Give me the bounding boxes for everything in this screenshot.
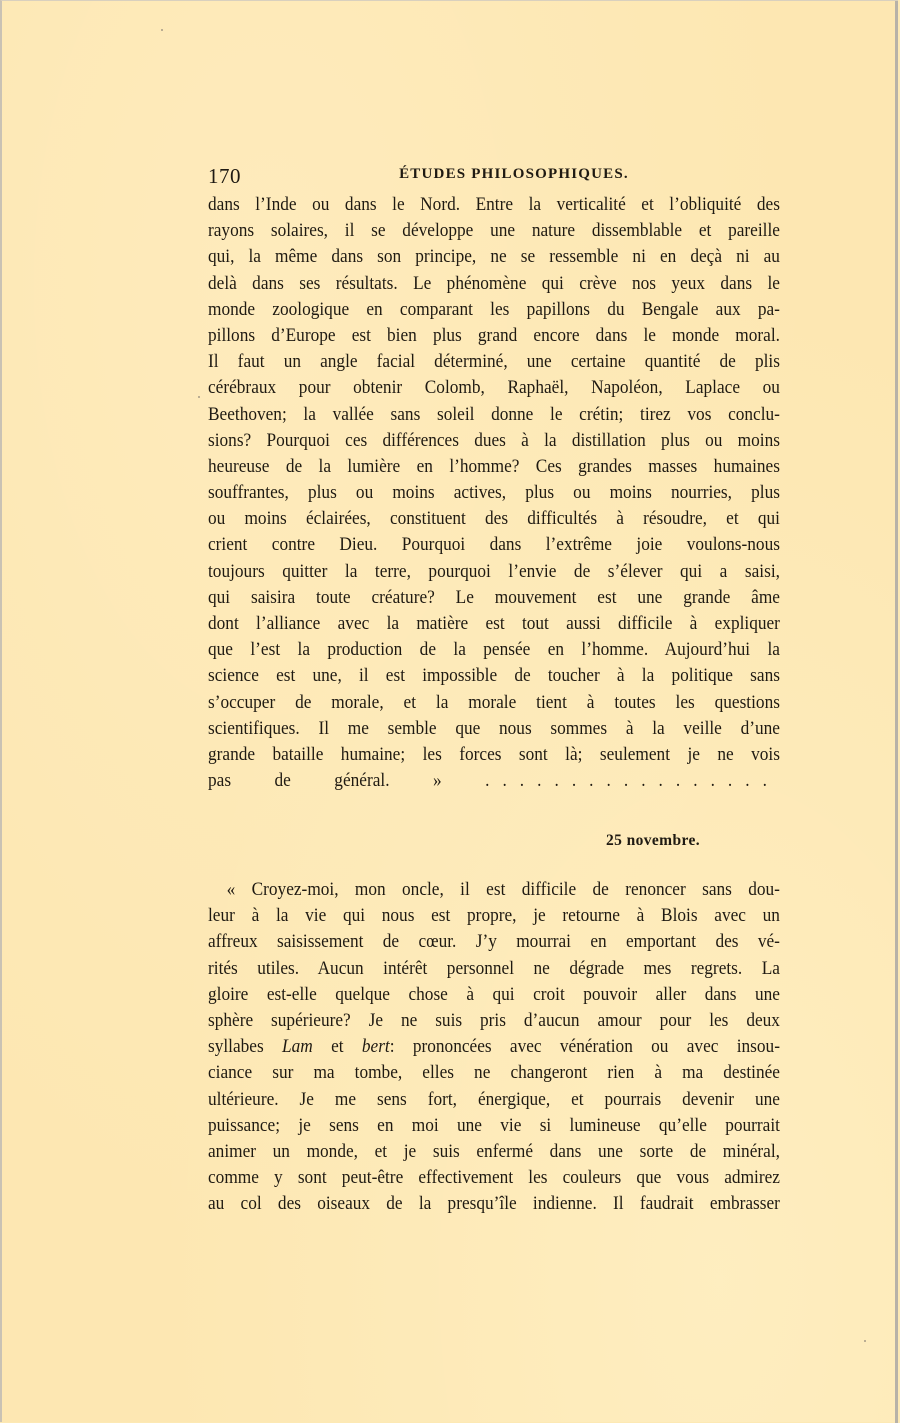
text-line: scientifiques. Il me semble que nous sommes à la veille d’une [208,717,780,739]
paper-speck [864,1340,866,1342]
text-line: ultérieure. Je me sens fort, énergique, et pourrais devenir une [208,1088,780,1110]
text-line: dont l’alliance avec la matière est tout aussi difficile à expliquer [208,613,780,634]
text-line: s’occuper de morale, et la morale tient à toutes les questions [208,691,780,713]
page-edge [895,1,898,1423]
text-segment: et [312,1036,362,1058]
closing-text: pas de général. » [208,770,442,792]
text-line: rités utiles. Aucun intérêt personnel ne dégrade mes regrets. La [208,957,780,979]
paper-speck [161,29,163,31]
text-line: Beethoven; la vallée sans soleil donne le crétin; tirez vos conclu- [208,403,780,425]
text-line: que l’est la production de la pensée en l’homme. Aujourd’hui la [208,639,780,661]
paragraph-2 [208,877,780,1217]
text-line: toujours quitter la terre, pourquoi l’envie de s’élever qui a saisi, [208,560,780,582]
text-line: dans l’Inde ou dans le Nord. Entre la verticalité et l’obliquité des [208,194,780,215]
text-line: heureuse de la lumière en l’homme? Ces grandes masses humaines [208,455,780,477]
text-line: au col des oiseaux de la presqu’île indienne. Il faudrait embrasser [208,1193,780,1215]
text-line: comme y sont peut-être effectivement les couleurs que vous admirez [208,1167,780,1189]
text-line: Il faut un angle facial déterminé, une certaine quantité de plis [208,351,780,373]
text-line: delà dans ses résultats. Le phénomène qui crève nos yeux dans le [208,272,780,294]
running-head [208,164,780,190]
text-line: crient contre Dieu. Pourquoi dans l’extrême joie voulons-nous [208,534,780,556]
text-line: monde zoologique en comparant les papillons du Bengale aux pa- [208,298,780,320]
text-line: qui saisira toute créature? Le mouvement est une grande âme [208,586,780,608]
text-line: pillons d’Europe est bien plus grand encore dans le monde moral. [208,324,780,346]
text-line: leur à la vie qui nous est propre, je retourne à Blois avec un [208,905,780,927]
text-line: sphère supérieure? Je ne suis pris d’aucun amour pour les deux [208,1009,780,1031]
italic-syllable: bert [361,1036,390,1058]
text-line: gloire est-elle quelque chose à qui croit pouvoir aller dans une [208,983,780,1005]
text-line: sions? Pourquoi ces différences dues à la distillation plus ou moins [208,429,780,451]
text-line: puissance; je sens en moi une vie si lumineuse qu’elle pourrait [208,1114,780,1136]
text-line: cérébraux pour obtenir Colomb, Raphaël, Napoléon, Laplace ou [208,377,780,399]
text-line: ou moins éclairées, constituent des difficultés à résoudre, et qui [208,508,780,530]
text-line: grande bataille humaine; les forces sont là; seulement je ne vois [208,743,780,765]
text-line: science est une, il est impossible de toucher à la politique sans [208,665,780,687]
text-line: souffrantes, plus ou moins actives, plus ou moins nourries, plus [208,482,780,504]
italic-syllable: Lam [282,1036,313,1058]
dot-leader: ................. [485,770,780,792]
text-line: animer un monde, et je suis enfermé dans une sorte de minéral, [208,1140,780,1162]
text-line-syllables [208,1034,780,1060]
text-line-last [208,768,780,794]
text-line: rayons solaires, il se développe une nature dissemblable et pareille [208,220,780,242]
text-segment: syllabes [208,1036,283,1058]
text-line-first: « Croyez-moi, mon oncle, il est difficile de renoncer sans dou- [226,879,780,900]
text-segment: : prononcées avec vénération ou avec insou- [389,1036,780,1058]
paper-speck [198,396,200,398]
page-number: 170 [208,164,241,188]
text-line: ciance sur ma tombe, elles ne changeront rien à ma destinée [208,1062,780,1084]
running-title: ÉTUDES PHILOSOPHIQUES. [399,166,629,182]
text-line: qui, la même dans son principe, ne se ressemble ni en deçà ni au [208,246,780,268]
text-line: affreux saisissement de cœur. J’y mourrai en emportant des vé- [208,931,780,953]
letter-date: 25 novembre. [606,832,701,849]
paragraph-1 [208,192,780,794]
